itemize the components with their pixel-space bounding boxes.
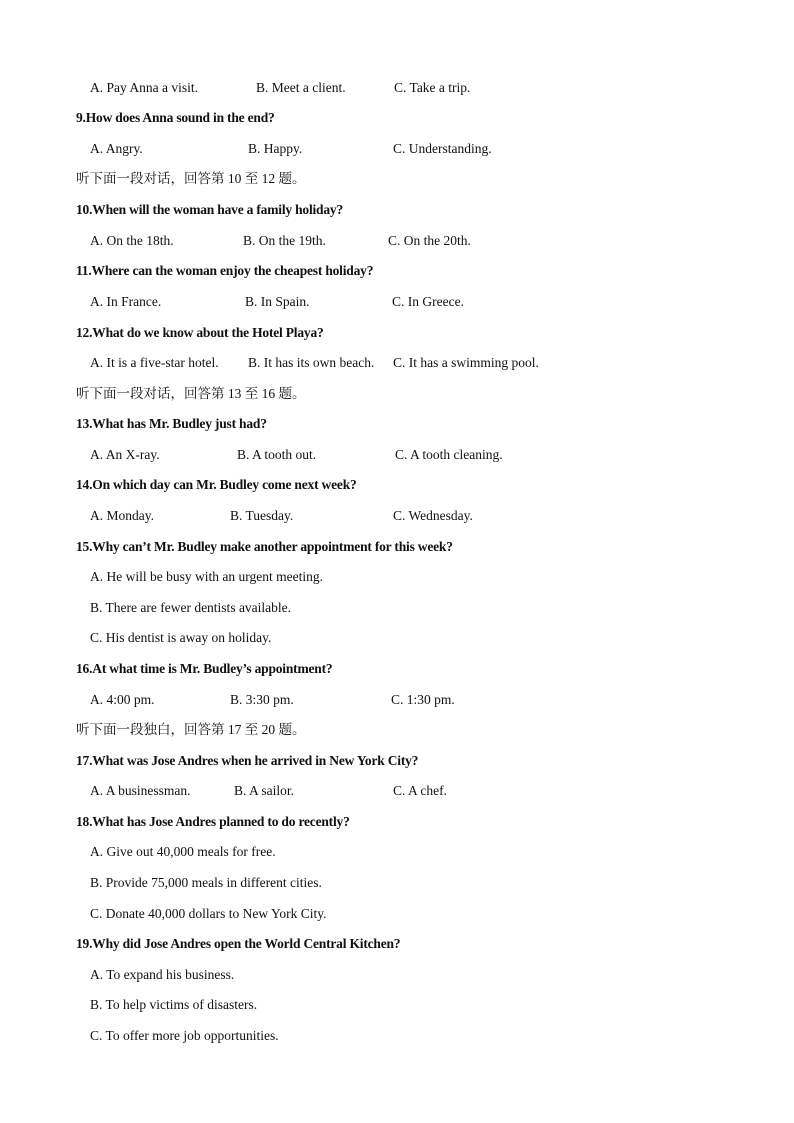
answer-option: C. A chef. bbox=[393, 783, 447, 798]
answer-option: A. He will be busy with an urgent meeting. bbox=[90, 569, 323, 584]
answer-option: B. There are fewer dentists available. bbox=[90, 600, 292, 615]
question-text: 10.When will the woman have a family holiday? bbox=[76, 202, 344, 217]
answer-option: C. A tooth cleaning. bbox=[395, 447, 503, 462]
answer-option: B. On the 19th. bbox=[243, 233, 326, 248]
answer-option: C. To offer more job opportunities. bbox=[90, 1028, 279, 1043]
answer-option: C. Donate 40,000 dollars to New York City. bbox=[90, 906, 327, 921]
answer-option: A. An X-ray. bbox=[90, 447, 160, 462]
answer-option: A. In France. bbox=[90, 294, 162, 309]
answer-option: A. Monday. bbox=[90, 508, 154, 523]
question-text: 18.What has Jose Andres planned to do recently? bbox=[76, 814, 350, 829]
answer-option: C. On the 20th. bbox=[388, 233, 471, 248]
answer-option: B. To help victims of disasters. bbox=[90, 997, 258, 1012]
answer-option: B. Meet a client. bbox=[256, 80, 346, 95]
answer-option: A. 4:00 pm. bbox=[90, 692, 155, 707]
answer-option: A. On the 18th. bbox=[90, 233, 174, 248]
answer-option: B. It has its own beach. bbox=[248, 355, 375, 370]
answer-option: B. 3:30 pm. bbox=[230, 692, 294, 707]
answer-option: A. Pay Anna a visit. bbox=[90, 80, 198, 95]
question-text: 9.How does Anna sound in the end? bbox=[76, 110, 275, 125]
question-text: 14.On which day can Mr. Budley come next week? bbox=[76, 477, 357, 492]
question-text: 13.What has Mr. Budley just had? bbox=[76, 416, 267, 431]
answer-option: A. To expand his business. bbox=[90, 967, 235, 982]
question-text: 17.What was Jose Andres when he arrived in New York City? bbox=[76, 753, 419, 768]
question-text: 15.Why can’t Mr. Budley make another appointment for this week? bbox=[76, 539, 453, 554]
answer-option: B. A sailor. bbox=[234, 783, 295, 798]
answer-option: B. In Spain. bbox=[245, 294, 310, 309]
question-text: 12.What do we know about the Hotel Playa? bbox=[76, 325, 324, 340]
section-instruction: 听下面一段对话，回答第 13 至 16 题。 bbox=[76, 386, 306, 401]
answer-option: A. It is a five-star hotel. bbox=[90, 355, 219, 370]
section-instruction: 听下面一段独白，回答第 17 至 20 题。 bbox=[76, 722, 306, 737]
answer-option: B. A tooth out. bbox=[237, 447, 317, 462]
answer-option: B. Provide 75,000 meals in different cities. bbox=[90, 875, 322, 890]
answer-option: C. In Greece. bbox=[392, 294, 464, 309]
answer-option: C. Wednesday. bbox=[393, 508, 473, 523]
question-text: 11.Where can the woman enjoy the cheapest holiday? bbox=[76, 263, 374, 278]
answer-option: B. Tuesday. bbox=[230, 508, 294, 523]
answer-option: A. A businessman. bbox=[90, 783, 191, 798]
answer-option: A. Angry. bbox=[90, 141, 143, 156]
answer-option: C. His dentist is away on holiday. bbox=[90, 630, 272, 645]
answer-option: A. Give out 40,000 meals for free. bbox=[90, 844, 276, 859]
answer-option: B. Happy. bbox=[248, 141, 303, 156]
answer-option: C. 1:30 pm. bbox=[391, 692, 455, 707]
answer-option: C. Take a trip. bbox=[394, 80, 471, 95]
question-text: 16.At what time is Mr. Budley’s appointment? bbox=[76, 661, 333, 676]
section-instruction: 听下面一段对话，回答第 10 至 12 题。 bbox=[76, 171, 306, 186]
answer-option: C. It has a swimming pool. bbox=[393, 355, 539, 370]
question-text: 19.Why did Jose Andres open the World Central Kitchen? bbox=[76, 936, 401, 951]
answer-option: C. Understanding. bbox=[393, 141, 492, 156]
